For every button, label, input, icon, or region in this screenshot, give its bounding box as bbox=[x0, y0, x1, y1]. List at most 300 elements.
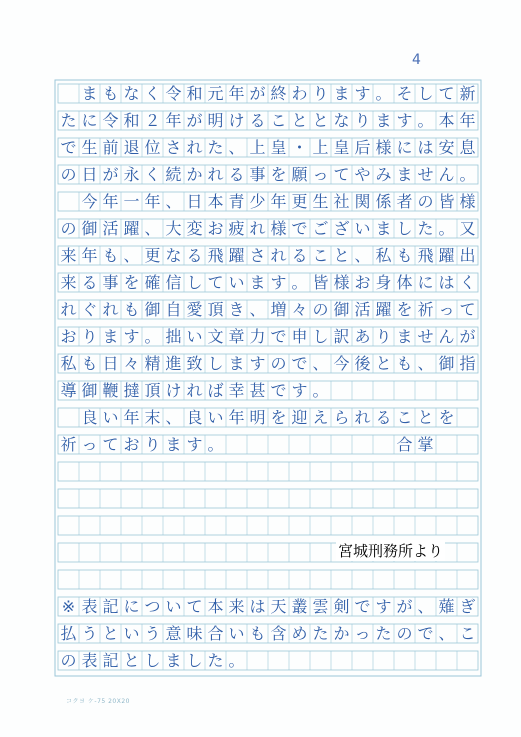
text-cell: わ bbox=[291, 83, 308, 103]
text-cell: で bbox=[291, 218, 308, 238]
text-cell: 甚 bbox=[249, 380, 266, 400]
text-cell bbox=[415, 651, 436, 670]
text-cell: れ bbox=[354, 407, 371, 427]
text-cell bbox=[163, 462, 184, 481]
text-cell bbox=[247, 435, 268, 454]
text-cell: お bbox=[354, 272, 371, 292]
text-cell: 様 bbox=[270, 218, 287, 238]
text-cell: し bbox=[186, 650, 203, 670]
text-cell: 祈 bbox=[60, 434, 77, 454]
text-cell: も bbox=[396, 353, 413, 373]
text-cell: 年 bbox=[102, 191, 119, 211]
text-cell: 退 bbox=[123, 137, 140, 157]
text-line bbox=[58, 462, 478, 481]
text-cell bbox=[100, 543, 121, 562]
text-cell bbox=[394, 651, 415, 670]
text-cell bbox=[58, 570, 79, 589]
text-cell: を bbox=[438, 407, 455, 427]
text-cell bbox=[142, 543, 163, 562]
text-cell bbox=[268, 462, 289, 481]
text-cell: 和 bbox=[186, 83, 203, 103]
text-cell: 変 bbox=[186, 218, 203, 238]
text-cell: 私 bbox=[60, 353, 77, 373]
text-cell bbox=[289, 651, 310, 670]
text-cell: 皆 bbox=[438, 191, 455, 211]
text-cell: こ bbox=[312, 245, 329, 265]
text-cell bbox=[163, 516, 184, 535]
text-cell: 後 bbox=[354, 353, 371, 373]
text-cell: し bbox=[396, 218, 413, 238]
text-cell bbox=[394, 516, 415, 535]
text-cell: く bbox=[144, 83, 161, 103]
text-cell: 更 bbox=[291, 191, 308, 211]
text-cell bbox=[79, 489, 100, 508]
text-cell: い bbox=[207, 407, 224, 427]
text-cell: が bbox=[249, 83, 266, 103]
text-cell: 係 bbox=[375, 191, 392, 211]
text-cell: 御 bbox=[438, 353, 455, 373]
text-cell: さ bbox=[165, 137, 182, 157]
text-cell: 生 bbox=[312, 191, 329, 211]
text-cell bbox=[79, 543, 100, 562]
text-cell: け bbox=[165, 380, 182, 400]
text-cell bbox=[457, 516, 478, 535]
text-cell: 活 bbox=[354, 299, 371, 319]
text-cell: で bbox=[354, 596, 371, 616]
text-cell bbox=[142, 462, 163, 481]
text-line bbox=[58, 354, 478, 373]
text-cell: で bbox=[291, 353, 308, 373]
text-cell bbox=[436, 651, 457, 670]
text-cell: た bbox=[60, 110, 77, 130]
text-cell: 掌 bbox=[417, 434, 434, 454]
text-cell: と bbox=[312, 110, 329, 130]
text-cell: と bbox=[291, 110, 308, 130]
text-cell: 年 bbox=[123, 407, 140, 427]
text-cell: 年 bbox=[270, 191, 287, 211]
text-cell: 今 bbox=[333, 353, 350, 373]
text-cell: 含 bbox=[270, 623, 287, 643]
text-cell bbox=[247, 570, 268, 589]
text-cell: ま bbox=[81, 83, 98, 103]
text-cell: 躍 bbox=[375, 299, 392, 319]
text-cell: 様 bbox=[459, 191, 476, 211]
text-cell: す bbox=[249, 353, 266, 373]
text-cell: せ bbox=[417, 164, 434, 184]
text-cell bbox=[121, 516, 142, 535]
text-cell bbox=[457, 651, 478, 670]
text-cell bbox=[373, 651, 394, 670]
text-cell: あ bbox=[354, 326, 371, 346]
text-cell: 皆 bbox=[312, 272, 329, 292]
text-cell: 様 bbox=[375, 137, 392, 157]
text-cell bbox=[352, 570, 373, 589]
text-cell: そ bbox=[396, 83, 413, 103]
text-cell: 確 bbox=[144, 272, 161, 292]
text-cell: 々 bbox=[123, 353, 140, 373]
text-cell: 叢 bbox=[291, 596, 308, 616]
text-cell: 鞭 bbox=[102, 380, 119, 400]
text-cell: 躍 bbox=[438, 245, 455, 265]
text-cell: や bbox=[354, 164, 371, 184]
text-cell: 訳 bbox=[333, 326, 350, 346]
text-cell: し bbox=[186, 272, 203, 292]
text-line bbox=[58, 111, 478, 130]
text-cell: 信 bbox=[165, 272, 182, 292]
paper-footer: コクヨ ケ-75 20X20 bbox=[66, 698, 130, 705]
text-cell: い bbox=[228, 272, 245, 292]
text-cell: す bbox=[291, 380, 308, 400]
text-cell bbox=[394, 381, 415, 400]
text-cell: 御 bbox=[144, 299, 161, 319]
text-cell: 来 bbox=[60, 245, 77, 265]
text-cell: る bbox=[81, 272, 98, 292]
text-cell: 払 bbox=[60, 623, 77, 643]
text-cell: お bbox=[207, 218, 224, 238]
text-cell: 迎 bbox=[291, 407, 308, 427]
text-cell: 頂 bbox=[144, 380, 161, 400]
text-cell bbox=[268, 651, 289, 670]
text-cell: 、 bbox=[417, 353, 434, 373]
text-cell: な bbox=[333, 110, 350, 130]
text-cell: す bbox=[123, 326, 140, 346]
text-cell: か bbox=[333, 623, 350, 643]
text-cell: 意 bbox=[165, 623, 182, 643]
text-cell: う bbox=[144, 623, 161, 643]
text-cell: 飛 bbox=[417, 245, 434, 265]
text-cell: 日 bbox=[102, 353, 119, 373]
text-cell: る bbox=[228, 164, 245, 184]
text-cell bbox=[58, 84, 79, 103]
text-cell: う bbox=[81, 623, 98, 643]
text-line bbox=[58, 597, 478, 616]
text-cell: に bbox=[396, 137, 413, 157]
text-cell bbox=[247, 543, 268, 562]
text-cell: 事 bbox=[249, 164, 266, 184]
text-cell: る bbox=[375, 407, 392, 427]
text-cell: せ bbox=[417, 326, 434, 346]
text-cell: 導 bbox=[60, 380, 77, 400]
text-cell: 進 bbox=[165, 353, 182, 373]
text-line bbox=[58, 651, 478, 670]
text-cell bbox=[373, 516, 394, 535]
text-cell: い bbox=[228, 623, 245, 643]
text-cell bbox=[58, 192, 79, 211]
text-cell: の bbox=[60, 650, 77, 670]
text-cell: 令 bbox=[165, 83, 182, 103]
text-cell: ん bbox=[438, 326, 455, 346]
text-line bbox=[58, 84, 478, 103]
text-cell: の bbox=[417, 191, 434, 211]
text-cell: れ bbox=[186, 380, 203, 400]
text-cell: が bbox=[186, 110, 203, 130]
text-cell bbox=[247, 489, 268, 508]
text-cell: 、 bbox=[354, 245, 371, 265]
text-cell: 天 bbox=[270, 596, 287, 616]
text-cell bbox=[310, 462, 331, 481]
text-cell: ぎ bbox=[459, 596, 476, 616]
text-cell: 一 bbox=[123, 191, 140, 211]
text-cell: ま bbox=[228, 353, 245, 373]
text-cell bbox=[415, 381, 436, 400]
text-cell: で bbox=[417, 623, 434, 643]
text-cell bbox=[415, 489, 436, 508]
text-cell bbox=[247, 516, 268, 535]
text-cell: す bbox=[375, 596, 392, 616]
text-cell: 上 bbox=[312, 137, 329, 157]
text-cell: き bbox=[228, 299, 245, 319]
text-cell: 文 bbox=[207, 326, 224, 346]
text-cell: て bbox=[102, 434, 119, 454]
text-cell bbox=[205, 489, 226, 508]
text-cell: 増 bbox=[270, 299, 287, 319]
text-cell bbox=[163, 543, 184, 562]
text-cell: り bbox=[354, 110, 371, 130]
text-line bbox=[58, 219, 478, 238]
text-cell: ・ bbox=[291, 137, 308, 157]
text-cell: の bbox=[60, 218, 77, 238]
text-cell: を bbox=[123, 272, 140, 292]
text-cell: で bbox=[270, 380, 287, 400]
text-cell: 御 bbox=[81, 380, 98, 400]
text-cell: 私 bbox=[375, 245, 392, 265]
text-cell: 息 bbox=[459, 137, 476, 157]
text-cell: と bbox=[375, 353, 392, 373]
text-cell bbox=[79, 570, 100, 589]
text-cell: 終 bbox=[270, 83, 287, 103]
text-line bbox=[58, 273, 478, 292]
text-cell: が bbox=[396, 596, 413, 616]
text-cell bbox=[163, 489, 184, 508]
text-cell: 青 bbox=[228, 191, 245, 211]
text-cell: 大 bbox=[165, 218, 182, 238]
text-cell: り bbox=[312, 83, 329, 103]
text-cell: 様 bbox=[333, 272, 350, 292]
text-cell bbox=[100, 489, 121, 508]
text-cell: に bbox=[81, 110, 98, 130]
text-cell bbox=[436, 516, 457, 535]
text-cell: す bbox=[396, 110, 413, 130]
text-cell: る bbox=[249, 110, 266, 130]
text-cell: 躍 bbox=[228, 245, 245, 265]
text-cell: 御 bbox=[333, 299, 350, 319]
text-cell: し bbox=[207, 353, 224, 373]
text-cell: 本 bbox=[438, 110, 455, 130]
sender-label: 宮城刑務所より bbox=[338, 542, 444, 560]
text-cell: っ bbox=[438, 299, 455, 319]
text-cell: く bbox=[459, 272, 476, 292]
text-cell: と bbox=[333, 245, 350, 265]
text-cell: 、 bbox=[249, 299, 266, 319]
text-cell bbox=[310, 435, 331, 454]
text-cell: れ bbox=[60, 299, 77, 319]
text-cell: 位 bbox=[144, 137, 161, 157]
text-cell: ま bbox=[396, 326, 413, 346]
text-cell: 良 bbox=[186, 407, 203, 427]
text-cell: 。 bbox=[144, 326, 161, 346]
text-cell: 指 bbox=[459, 353, 476, 373]
text-cell bbox=[436, 489, 457, 508]
text-cell: 本 bbox=[207, 596, 224, 616]
text-cell: 后 bbox=[354, 137, 371, 157]
text-cell: り bbox=[81, 326, 98, 346]
text-line bbox=[58, 570, 478, 589]
text-cell: は bbox=[438, 272, 455, 292]
text-cell bbox=[247, 462, 268, 481]
text-cell: 末 bbox=[144, 407, 161, 427]
text-cell: 和 bbox=[123, 110, 140, 130]
text-cell: れ bbox=[249, 218, 266, 238]
text-cell: り bbox=[375, 326, 392, 346]
text-cell bbox=[121, 489, 142, 508]
text-cell: 又 bbox=[459, 218, 476, 238]
text-cell: ら bbox=[333, 407, 350, 427]
text-cell: 年 bbox=[144, 191, 161, 211]
text-cell: ざ bbox=[333, 218, 350, 238]
text-cell: は bbox=[417, 137, 434, 157]
text-cell: 願 bbox=[291, 164, 308, 184]
text-cell: の bbox=[312, 299, 329, 319]
text-line bbox=[58, 327, 478, 346]
text-cell bbox=[205, 543, 226, 562]
text-cell bbox=[331, 651, 352, 670]
text-cell bbox=[268, 570, 289, 589]
text-cell bbox=[436, 570, 457, 589]
text-cell bbox=[184, 543, 205, 562]
text-cell bbox=[226, 516, 247, 535]
text-cell: い bbox=[186, 326, 203, 346]
text-cell: 、 bbox=[417, 596, 434, 616]
text-cell: り bbox=[144, 434, 161, 454]
text-cell: い bbox=[102, 407, 119, 427]
text-cell: て bbox=[438, 83, 455, 103]
text-cell: 、 bbox=[123, 245, 140, 265]
text-cell: し bbox=[144, 650, 161, 670]
text-cell bbox=[226, 489, 247, 508]
text-cell: 味 bbox=[186, 623, 203, 643]
text-cell: 、 bbox=[228, 137, 245, 157]
text-cell: 身 bbox=[375, 272, 392, 292]
text-cell bbox=[58, 408, 79, 427]
text-cell bbox=[310, 651, 331, 670]
text-cell bbox=[205, 516, 226, 535]
text-cell: た bbox=[417, 218, 434, 238]
text-cell: 飛 bbox=[207, 245, 224, 265]
text-cell bbox=[331, 516, 352, 535]
text-cell bbox=[436, 462, 457, 481]
text-cell bbox=[289, 516, 310, 535]
text-cell: ２ bbox=[144, 110, 161, 130]
text-cell: け bbox=[228, 110, 245, 130]
text-cell: ※ bbox=[61, 596, 76, 616]
text-cell bbox=[142, 570, 163, 589]
text-cell: 元 bbox=[207, 83, 224, 103]
text-cell: て bbox=[207, 272, 224, 292]
text-cell: 、 bbox=[438, 623, 455, 643]
text-cell: で bbox=[270, 326, 287, 346]
text-cell: お bbox=[60, 326, 77, 346]
text-cell bbox=[415, 516, 436, 535]
text-cell: に bbox=[417, 272, 434, 292]
text-cell: 。 bbox=[207, 434, 224, 454]
text-cell: 精 bbox=[144, 353, 161, 373]
text-cell: 安 bbox=[438, 137, 455, 157]
text-cell bbox=[373, 489, 394, 508]
text-cell: し bbox=[312, 326, 329, 346]
text-cell: 少 bbox=[249, 191, 266, 211]
text-cell: め bbox=[291, 623, 308, 643]
text-cell: 拙 bbox=[165, 326, 182, 346]
text-cell bbox=[226, 543, 247, 562]
text-cell: 年 bbox=[228, 407, 245, 427]
text-cell: 日 bbox=[81, 164, 98, 184]
text-line bbox=[58, 165, 478, 184]
text-cell: も bbox=[249, 623, 266, 643]
text-cell: が bbox=[459, 326, 476, 346]
text-cell bbox=[352, 489, 373, 508]
text-cell: と bbox=[102, 623, 119, 643]
text-cell bbox=[394, 570, 415, 589]
text-cell bbox=[457, 381, 478, 400]
text-cell: 上 bbox=[249, 137, 266, 157]
text-cell: い bbox=[354, 218, 371, 238]
text-cell: え bbox=[312, 407, 329, 427]
text-cell: し bbox=[417, 83, 434, 103]
text-cell bbox=[331, 570, 352, 589]
text-cell bbox=[142, 489, 163, 508]
text-cell: ま bbox=[165, 650, 182, 670]
text-cell: ぐ bbox=[81, 299, 98, 319]
text-cell bbox=[121, 570, 142, 589]
text-cell: た bbox=[312, 623, 329, 643]
text-cell: 、 bbox=[165, 191, 182, 211]
text-cell: さ bbox=[249, 245, 266, 265]
text-cell: 躍 bbox=[123, 218, 140, 238]
text-cell bbox=[457, 543, 478, 562]
text-cell: ま bbox=[249, 272, 266, 292]
text-cell: 申 bbox=[291, 326, 308, 346]
text-cell bbox=[373, 381, 394, 400]
text-cell: 愛 bbox=[186, 299, 203, 319]
text-cell: ご bbox=[312, 218, 329, 238]
text-cell: な bbox=[165, 245, 182, 265]
text-cell: 更 bbox=[144, 245, 161, 265]
text-line bbox=[58, 408, 478, 427]
text-line bbox=[58, 489, 478, 508]
text-cell: 御 bbox=[81, 218, 98, 238]
text-line bbox=[58, 192, 478, 211]
text-cell: れ bbox=[186, 137, 203, 157]
text-cell: す bbox=[354, 83, 371, 103]
text-cell bbox=[352, 435, 373, 454]
text-cell: 撻 bbox=[123, 380, 140, 400]
text-cell bbox=[58, 516, 79, 535]
text-cell bbox=[373, 462, 394, 481]
text-cell: も bbox=[396, 245, 413, 265]
text-cell bbox=[289, 543, 310, 562]
text-cell bbox=[394, 489, 415, 508]
text-cell: 体 bbox=[396, 272, 413, 292]
text-line bbox=[58, 138, 478, 157]
text-cell: 者 bbox=[396, 191, 413, 211]
text-cell: 続 bbox=[165, 164, 182, 184]
text-cell bbox=[184, 570, 205, 589]
text-cell: っ bbox=[81, 434, 98, 454]
text-cell: 剣 bbox=[333, 596, 350, 616]
text-cell: 皇 bbox=[270, 137, 287, 157]
text-cell bbox=[226, 570, 247, 589]
text-cell: て bbox=[186, 596, 203, 616]
